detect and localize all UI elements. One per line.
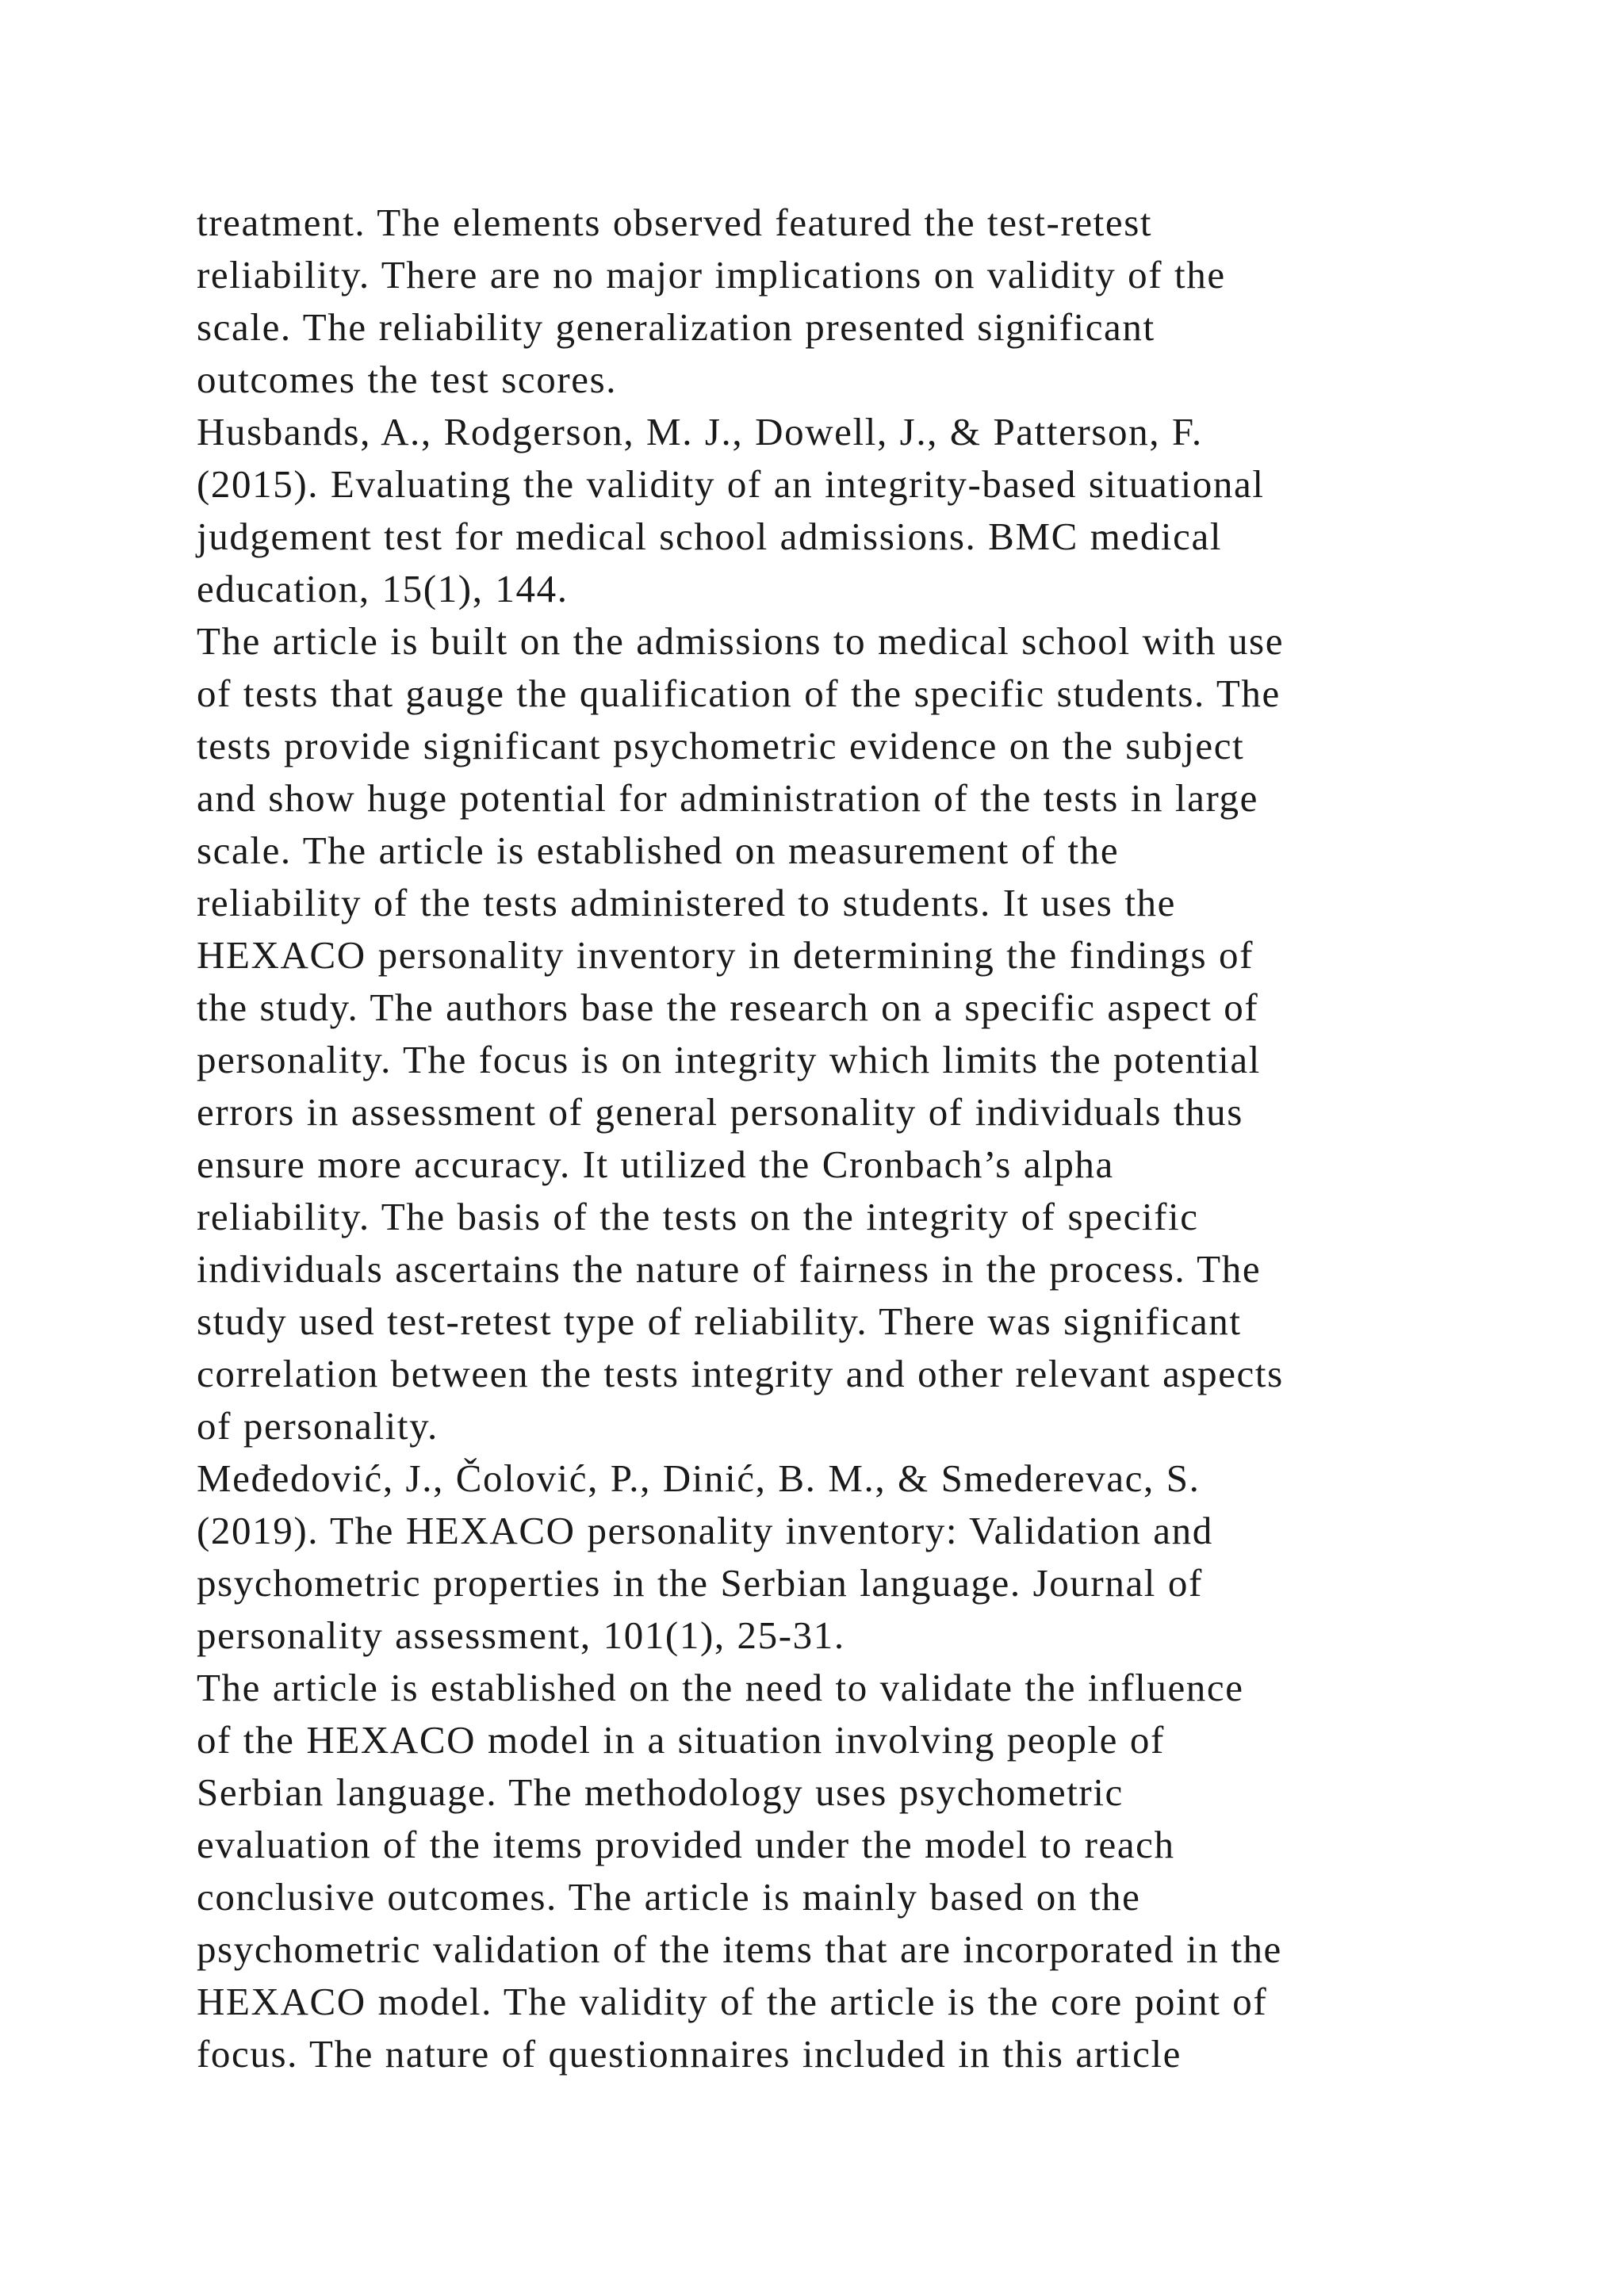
reference-line: (2019). The HEXACO personality inventory: Validation and bbox=[197, 1509, 1213, 1552]
text-line: focus. The nature of questionnaires included in this article bbox=[197, 2032, 1182, 2076]
reference-line: (2015). Evaluating the validity of an integrity-based situational bbox=[197, 462, 1265, 506]
text-line: of personality. bbox=[197, 1404, 439, 1448]
text-line: scale. The article is established on measurement of the bbox=[197, 828, 1120, 872]
text-line: HEXACO model. The validity of the article is the core point of bbox=[197, 1980, 1268, 2023]
text-line: Serbian language. The methodology uses psychometric bbox=[197, 1770, 1124, 1814]
text-line: individuals ascertains the nature of fairness in the process. The bbox=[197, 1247, 1262, 1291]
text-line: The article is established on the need to validate the influence bbox=[197, 1666, 1244, 1709]
reference-line: psychometric properties in the Serbian language. Journal of bbox=[197, 1561, 1203, 1605]
text-line: correlation between the tests integrity and other relevant aspects bbox=[197, 1352, 1284, 1395]
text-line: evaluation of the items provided under the model to reach bbox=[197, 1823, 1175, 1866]
text-line: the study. The authors base the research on a specific aspect of bbox=[197, 985, 1259, 1029]
text-line: ensure more accuracy. It utilized the Cronbach’s alpha bbox=[197, 1142, 1114, 1186]
text-line: scale. The reliability generalization presented significant bbox=[197, 305, 1155, 349]
text-line: conclusive outcomes. The article is mainly based on the bbox=[197, 1875, 1141, 1919]
text-line: tests provide significant psychometric evidence on the subject bbox=[197, 724, 1245, 767]
reference-line: personality assessment, 101(1), 25-31. bbox=[197, 1613, 845, 1657]
text-line: reliability of the tests administered to students. It uses the bbox=[197, 881, 1176, 924]
text-line: treatment. The elements observed featured the test-retest bbox=[197, 201, 1153, 244]
text-line: of the HEXACO model in a situation involving people of bbox=[197, 1718, 1165, 1762]
text-line: of tests that gauge the qualification of the specific students. The bbox=[197, 672, 1281, 715]
text-line: HEXACO personality inventory in determining the findings of bbox=[197, 933, 1254, 977]
text-line: and show huge potential for administration of the tests in large bbox=[197, 776, 1258, 820]
reference-line: Husbands, A., Rodgerson, M. J., Dowell, J., & Patterson, F. bbox=[197, 410, 1203, 453]
text-line: study used test-retest type of reliability. There was significant bbox=[197, 1299, 1242, 1343]
reference-line: education, 15(1), 144. bbox=[197, 567, 569, 610]
reference-line: judgement test for medical school admissions. BMC medical bbox=[197, 515, 1223, 558]
text-line: errors in assessment of general personality of individuals thus bbox=[197, 1090, 1243, 1134]
text-line: reliability. There are no major implications on validity of the bbox=[197, 253, 1226, 297]
text-line: The article is built on the admissions to medical school with use bbox=[197, 619, 1285, 663]
text-line: outcomes the test scores. bbox=[197, 358, 618, 401]
text-line: reliability. The basis of the tests on the integrity of specific bbox=[197, 1195, 1199, 1238]
text-line: personality. The focus is on integrity which limits the potential bbox=[197, 1038, 1261, 1081]
document-body bbox=[197, 197, 1497, 2080]
text-line: psychometric validation of the items that are incorporated in the bbox=[197, 1927, 1282, 1971]
reference-line: Međedović, J., Čolović, P., Dinić, B. M., & Smederevac, S. bbox=[197, 1456, 1201, 1500]
